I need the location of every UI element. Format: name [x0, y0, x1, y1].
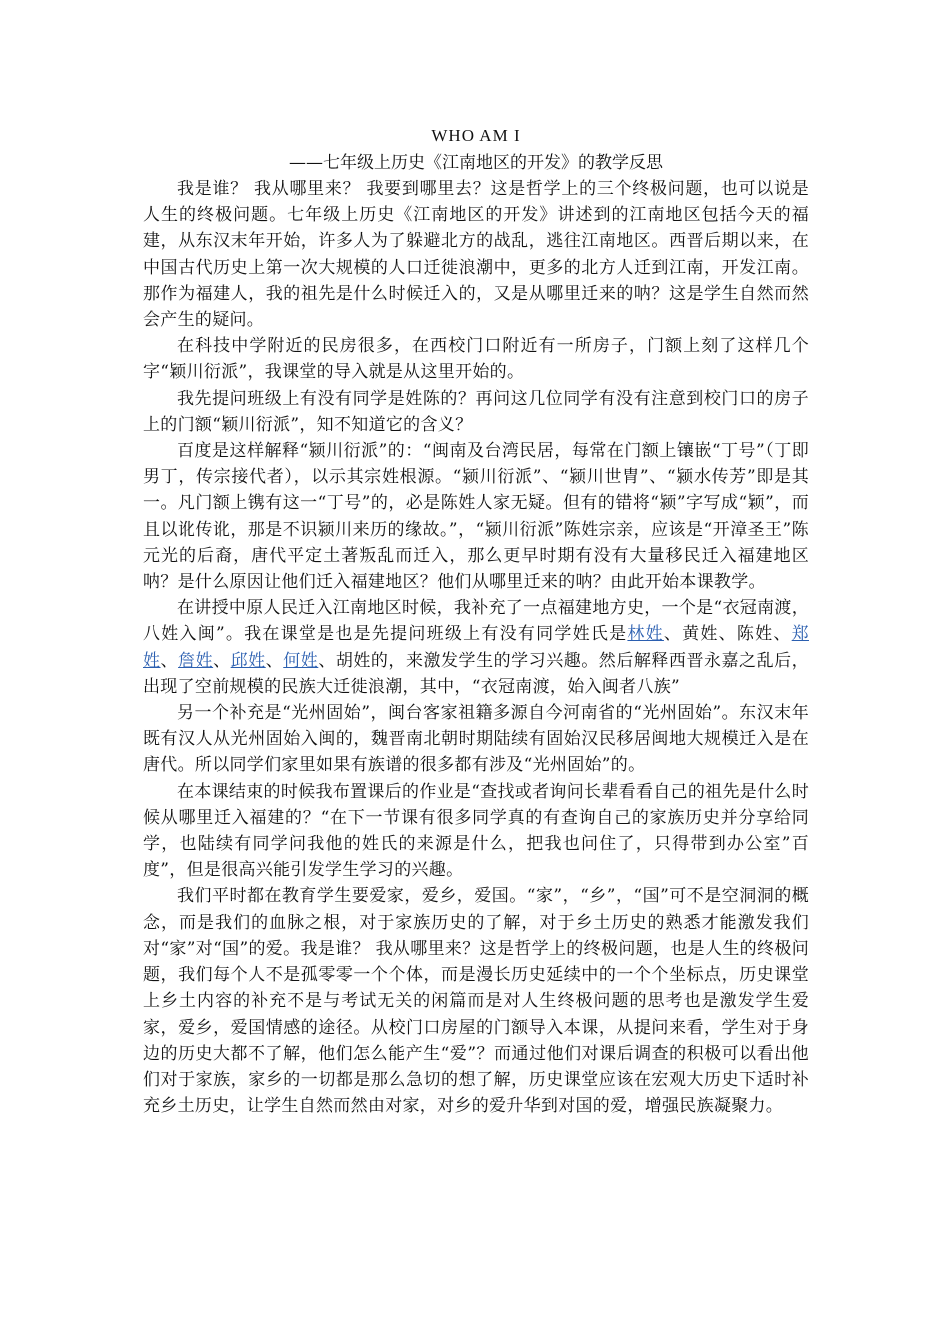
paragraph-6: 另一个补充是“光州固始”，闽台客家祖籍多源自今河南省的“光州固始”。东汉末年既有汉人从光州固始入闽的，魏晋南北朝时期陆续有固始汉民移居闽地大规模迁入是在唐代。所以同学们家里如果有族谱的很多都有涉及“光州固始”的。	[143, 703, 809, 776]
separator: 、	[213, 650, 231, 671]
paragraph-5-text-a: 在讲授中原人民迁入江南地区时候，我补充了一点福建地方史，一个是“衣冠南渡，八姓入闽”。我在课堂是也是先提问班级上有没有同学姓氏是	[143, 598, 809, 645]
paragraph-8: 我们平时都在教育学生要爱家，爱乡，爱国。“家”，“乡”，“国”可不是空洞洞的概念，而是我们的血脉之根，对于家族历史的了解，对于乡土历史的熟悉才能激发我们对“家”对“国”的爱。我是谁？ 我从哪里来？这是哲学上的终极问题，也是人生的终极问题，我们每个人不是孤零零一个个体，而是漫长历史延续中的一个个坐标点，历史课堂上乡土内容的补充不是与考试无关的闲篇而是对人生终极问题的思考也是激发学生爱家，爱乡，爱国情感的途径。从校门口房屋的门额导入本课，从提问来看，学生对于身边的历史大都不了解，他们怎么能产生“爱”？而通过他们对课后调查的积极可以看出他们对于家族，家乡的一切都是那么急切的想了解，历史课堂应该在宏观大历史下适时补充乡土历史，让学生自然而然由对家，对乡的爱升华到对国的爱，增强民族凝聚力。	[143, 886, 809, 1117]
paragraph-1: 我是谁？ 我从哪里来？ 我要到哪里去？这是哲学上的三个终极问题，也可以说是人生的终极问题。七年级上历史《江南地区的开发》讲述到的江南地区包括今天的福建，从东汉末年开始，许多人为了躲避北方的战乱，逃往江南地区。西晋后期以来，在中国古代历史上第一次大规模的人口迁徙浪潮中，更多的北方人迁到江南，开发江南。那作为福建人，我的祖先是什么时候迁入的，又是从哪里迁来的呐？这是学生自然而然会产生的疑问。	[143, 179, 809, 331]
paragraph-7: 在本课结束的时候我布置课后的作业是“查找或者询问长辈看看自己的祖先是什么时候从哪里迁入福建的？“在下一节课有很多同学真的有查询自己的家族历史并分享给同学，也陆续有同学问我他的姓氏的来源是什么，把我也问住了，只得带到办公室”百度”，但是很高兴能引发学生学习的兴趣。	[143, 781, 809, 881]
paragraph-5-text-b: 、黄姓、陈姓、	[663, 624, 792, 645]
surname-link-he[interactable]: 何姓	[283, 650, 319, 671]
paragraph-4: 百度是这样解释“颍川衍派”的：“闽南及台湾民居，每常在门额上镶嵌“丁号”（丁即男丁，传宗接代者），以示其宗姓根源。“颍川衍派”、“颍川世胄”、“颍水传芳”即是其一。凡门额上镌有这一“丁号”的，必是陈姓人家无疑。但有的错将“颍”字写成“颖”，而且以讹传讹，那是不识颍川来历的缘故。”，“颍川衍派”陈姓宗亲，应该是“开漳圣王”陈元光的后裔，唐代平定土著叛乱而迁入，那么更早时期有没有大量移民迁入福建地区呐？是什么原因让他们迁入福建地区？他们从哪里迁来的呐？由此开始本课教学。	[143, 441, 809, 593]
separator: 、	[160, 650, 179, 671]
surname-link-lin[interactable]: 林姓	[627, 624, 664, 645]
document-page	[143, 122, 809, 1119]
paragraph-2: 在科技中学附近的民房很多，在西校门口附近有一所房子，门额上刻了这样几个字“颖川衍派”，我课堂的导入就是从这里开始的。	[143, 336, 809, 383]
document-subtitle: ——七年级上历史《江南地区的开发》的教学反思	[289, 153, 663, 173]
paragraph-5	[143, 595, 809, 700]
separator: 、	[265, 650, 284, 671]
document-title: WHO AM I	[431, 126, 521, 145]
surname-link-zheng[interactable]: 郑姓	[143, 624, 809, 671]
paragraph-5-text-c: 、胡姓的，来激发学生的学习兴趣。然后解释西晋永嘉之乱后，出现了空前规模的民族大迁徙浪潮，其中，“衣冠南渡，始入闽者八族”	[143, 650, 809, 697]
paragraph-3: 我先提问班级上有没有同学是姓陈的？再问这几位同学有没有注意到校门口的房子上的门额“颖川衍派”，知不知道它的含义？	[143, 388, 809, 435]
surname-link-qiu[interactable]: 邱姓	[230, 650, 266, 671]
surname-link-zhan[interactable]: 詹姓	[178, 650, 214, 671]
